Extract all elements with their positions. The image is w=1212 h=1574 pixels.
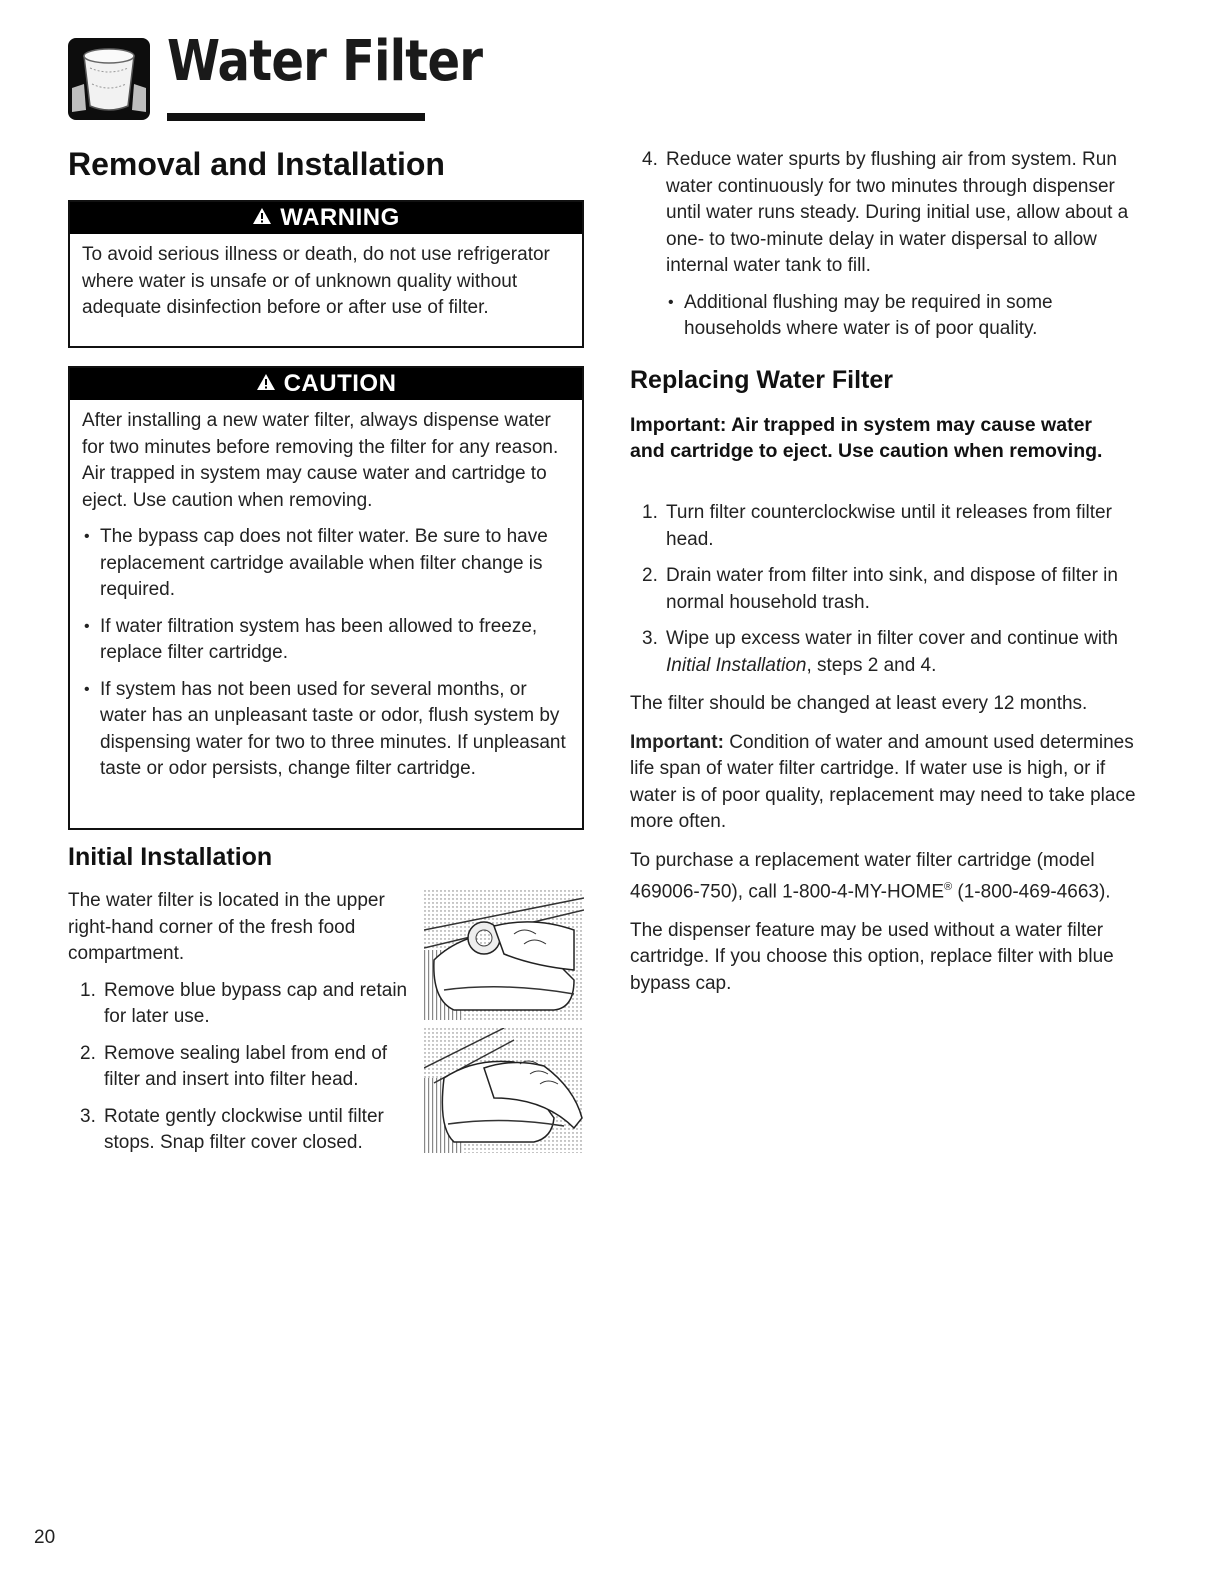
warning-header <box>70 202 582 234</box>
warning-label: WARNING <box>280 204 400 231</box>
important-condition-text: Important: Condition of water and amount used determines life span of water filter cartridge. If water use is high, or if water is of poor quality, replacement may need to take place more often. <box>630 731 1136 832</box>
warning-triangle-icon <box>256 370 276 398</box>
initial-intro: The water filter is located in the upper right-hand corner of the fresh food compartment. <box>68 890 385 964</box>
list-item: 1. Turn filter counterclockwise until it releases from filter head. <box>642 502 1112 550</box>
caution-bullet-list <box>82 524 572 783</box>
initial-steps <box>68 978 413 1157</box>
caution-text: After installing a new water filter, always dispense water for two minutes before removing the filter for any reason. Air trapped in system may cause water and cartridge to eject. Use caution when removing. <box>82 410 559 511</box>
dispenser-note: The dispenser feature may be used without a water filter cartridge. If you choose this option, replace filter with blue bypass cap. <box>630 919 1114 994</box>
warning-box <box>68 200 584 348</box>
page-title: Water Filter <box>167 29 483 94</box>
caution-box <box>68 366 584 830</box>
step-4-bullets <box>630 290 1140 343</box>
list-item: • If system has not been used for several months, or water has an unpleasant taste or odor, flush system by dispensing water for two to three minutes. If unpleasant taste or odor persists, change filter cartridge. <box>82 677 572 783</box>
list-item: • If water filtration system has been allowed to freeze, replace filter cartridge. <box>82 614 572 667</box>
water-filter-cartridge-icon <box>68 38 150 120</box>
replacing-title: Replacing Water Filter <box>630 366 894 394</box>
replacing-steps <box>630 500 1140 679</box>
list-item: 2. Remove sealing label from end of filter and insert into filter head. <box>80 1042 388 1090</box>
filter-insert-illustration <box>424 1028 584 1153</box>
initial-installation-title: Initial Installation <box>68 843 273 871</box>
title-underline <box>167 113 425 121</box>
list-item: • Additional flushing may be required in some households where water is of poor quality. <box>666 290 1140 343</box>
list-item: 1. Remove blue bypass cap and retain for later use. <box>80 979 408 1027</box>
step-4-block <box>630 147 1140 343</box>
replacing-body <box>630 500 1140 997</box>
caution-header <box>70 368 582 400</box>
purchase-text: To purchase a replacement water filter cartridge (model 469006-750), call 1-800-4-MY-HOME® (1-800-469-4663). <box>630 849 1111 903</box>
replacing-important: Important: Air trapped in system may cause water and cartridge to eject. Use caution when removing. <box>630 414 1103 462</box>
list-item: 4. Reduce water spurts by flushing air from system. Run water continuously for two minutes through dispenser until water runs steady. During initial use, allow about a one- to two-minute delay in water dispersal to allow internal water tank to fill. <box>642 149 1129 276</box>
filter-removal-illustration <box>424 890 584 1020</box>
change-interval-text: The filter should be changed at least every 12 months. <box>630 693 1088 714</box>
list-item: • The bypass cap does not filter water. Be sure to have replacement cartridge available when filter change is required. <box>82 524 572 604</box>
initial-installation-body <box>68 888 413 1157</box>
page-number: 20 <box>34 1527 56 1548</box>
list-item: 3. Wipe up excess water in filter cover and continue with Initial Installation, steps 2 and 4. <box>642 628 1118 676</box>
warning-text: To avoid serious illness or death, do not use refrigerator where water is unsafe or of unknown quality without adequate disinfection before or after use of filter. <box>82 244 550 318</box>
caution-label: CAUTION <box>283 370 397 397</box>
list-item: 3. Rotate gently clockwise until filter stops. Snap filter cover closed. <box>80 1105 384 1153</box>
warning-triangle-icon <box>252 204 272 232</box>
section-title: Removal and Installation <box>68 146 445 182</box>
list-item: 2. Drain water from filter into sink, and dispose of filter in normal household trash. <box>642 565 1118 613</box>
step-4-list <box>630 147 1140 280</box>
